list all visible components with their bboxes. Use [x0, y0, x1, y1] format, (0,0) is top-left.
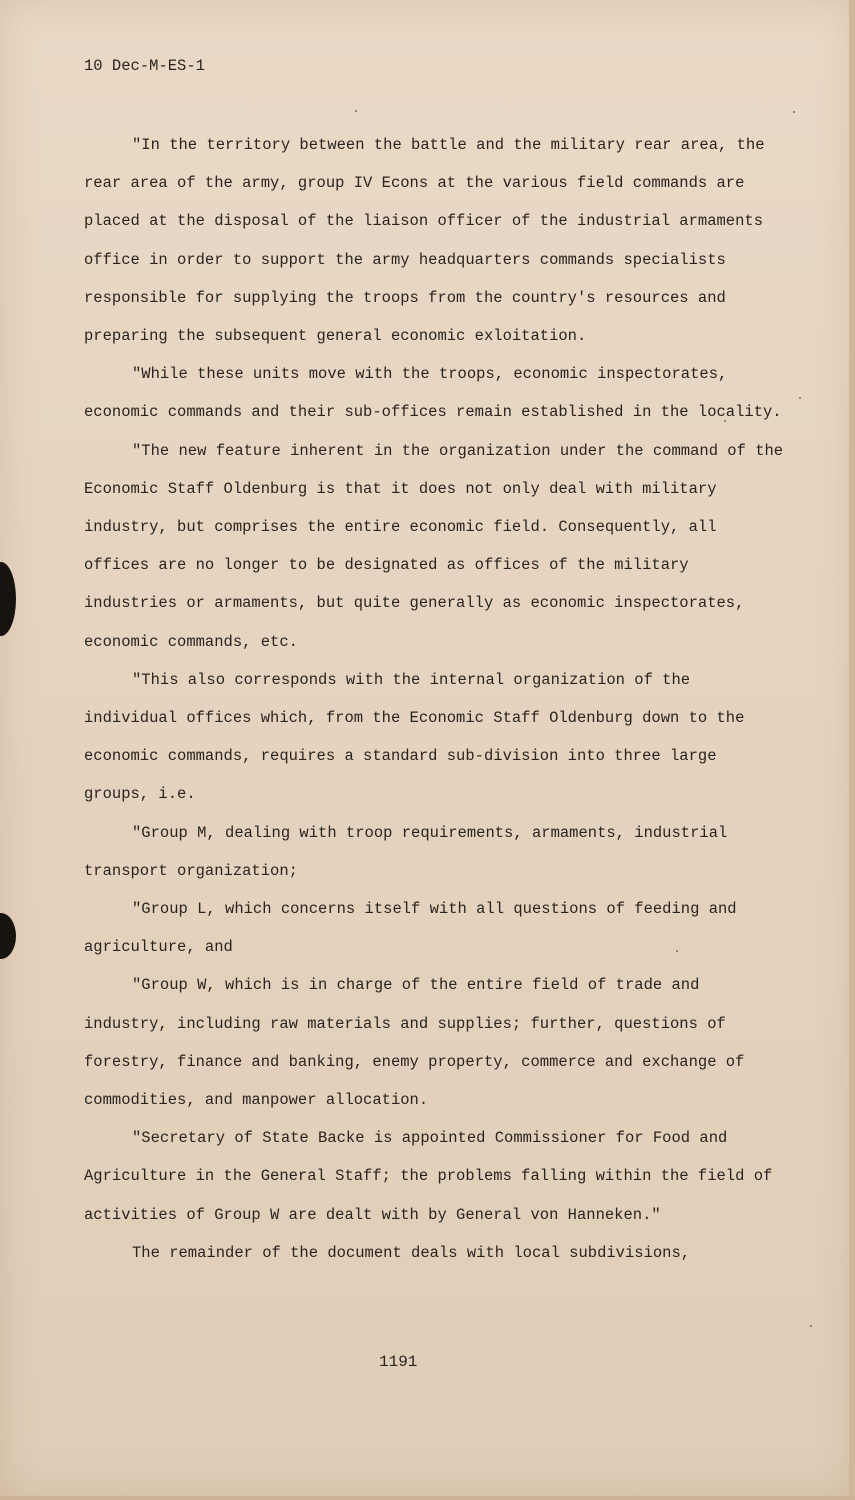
paragraph-rear-area: "In the territory between the battle and the military rear area, the rear area of the army, group IV Econs at the various field commands are placed at the disposal of the liaison officer of the industrial armaments office in order to support the army headquarters commands specialists responsible for supplying the troops from the country's resources and preparing the subsequent general economic exloitation.: [84, 136, 765, 346]
paragraph-secretary-backe: "Secretary of State Backe is appointed Commissioner for Food and Agriculture in the General Staff; the problems falling within the field of activities of Group W are dealt with by General von Hanneken.": [84, 1129, 773, 1224]
page-edge-bottom: [0, 1496, 855, 1500]
paragraph-group-w: "Group W, which is in charge of the entire field of trade and industry, including raw materials and supplies; further, questions of forestry, finance and banking, enemy property, commerce and exchange of commodities, and manpower allocation.: [84, 976, 745, 1110]
paragraph-group-m: "Group M, dealing with troop requirements, armaments, industrial transport organization;: [84, 823, 728, 880]
paper-speck: [810, 1325, 812, 1327]
document-body: [84, 51, 784, 1272]
paper-speck: [793, 111, 795, 113]
page-edge-right: [849, 0, 855, 1500]
page-number: 1191: [379, 1353, 418, 1371]
paragraph-internal-organization: "This also corresponds with the internal organization of the individual offices which, from the Economic Staff Oldenburg down to the economic commands, requires a standard sub-division into three large groups, i.e.: [84, 670, 745, 804]
paragraph-new-feature: "The new feature inherent in the organization under the command of the Economic Staff Oldenburg is that it does not only deal with military industry, but comprises the entire economic field. Consequently, all offices are no longer to be designated as offices of the military industries or armaments, but quite generally as economic inspectorates, economic commands, etc.: [84, 441, 784, 651]
paragraph-group-l: "Group L, which concerns itself with all questions of feeding and agriculture, and: [84, 900, 737, 957]
paragraph-units-move: "While these units move with the troops, economic inspectorates, economic commands and their sub-offices remain established in the locality.: [84, 365, 782, 422]
paragraph-remainder: The remainder of the document deals with local subdivisions,: [132, 1243, 691, 1262]
document-id: 10 Dec-M-ES-1: [84, 57, 205, 75]
paper-speck: [799, 397, 801, 399]
punch-hole-top: [0, 562, 16, 636]
punch-hole-bottom: [0, 913, 16, 959]
